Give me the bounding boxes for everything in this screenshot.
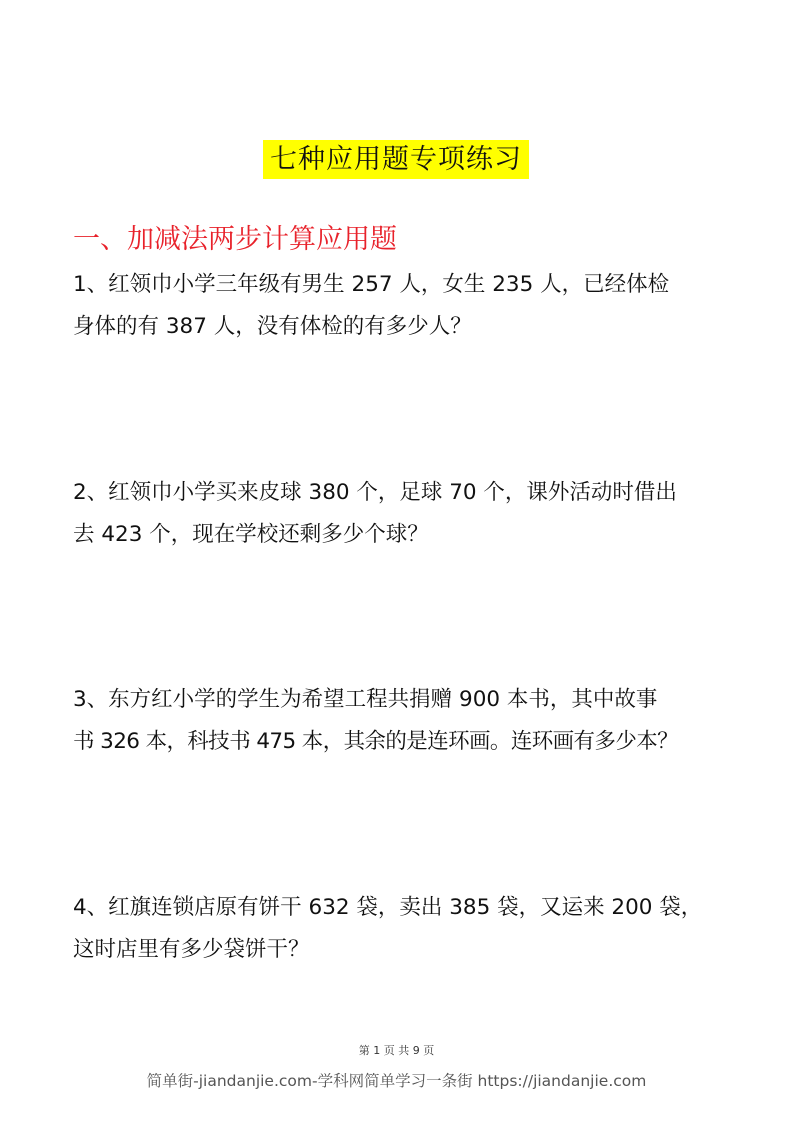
question-line: 3、东方红小学的学生为希望工程共捐赠 900 本书，其中故事 [73, 687, 658, 712]
page-number: 第 1 页 共 9 页 [358, 1044, 435, 1057]
question-line: 4、红旗连锁店原有饼干 632 袋，卖出 385 袋，又运来 200 袋， [73, 895, 703, 920]
question-line: 去 423 个，现在学校还剩多少个球？ [73, 522, 429, 547]
question-line: 身体的有 387 人，没有体检的有多少人？ [73, 314, 472, 339]
question-line: 1、红领巾小学三年级有男生 257 人，女生 235 人，已经体检 [73, 272, 670, 297]
question-line: 这时店里有多少袋饼干？ [73, 937, 310, 962]
section-heading: 一、加减法两步计算应用题 [73, 224, 397, 255]
document-title: 七种应用题专项练习 [263, 140, 529, 179]
question-line: 2、红领巾小学买来皮球 380 个，足球 70 个，课外活动时借出 [73, 480, 677, 505]
footer-watermark: 简单街-jiandanjie.com-学科网简单学习一条街 https://jiandanjie.com [146, 1072, 647, 1090]
question-line: 书 326 本，科技书 475 本，其余的是连环画。连环画有多少本？ [73, 729, 679, 754]
